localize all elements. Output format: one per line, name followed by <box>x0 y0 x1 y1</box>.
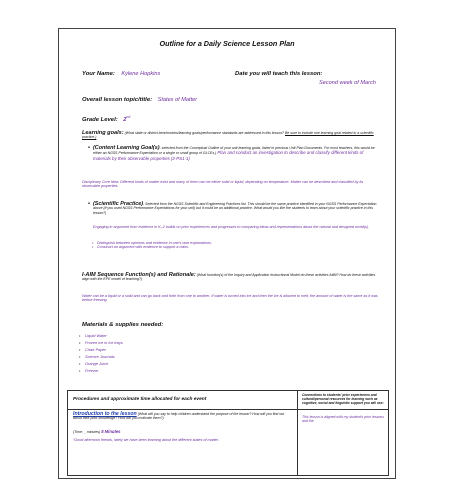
intro-block <box>73 412 293 421</box>
grade-row <box>82 114 130 124</box>
lesson-plan-page <box>58 28 396 479</box>
intro-desc: (What will you say to help children understand the purpose of the lesson? How will you find out about their prior knowledge? How will you motivate them?) <box>73 412 285 421</box>
connections-header: Connections to students' prior experiences and cultural/personal resources for learning such as cognitive, social and linguistic support you will use: <box>302 393 384 405</box>
date-value: Second week of March <box>319 80 376 86</box>
practice-bullet: • Construct an argument with evidence to support a claim. <box>97 245 381 249</box>
table-column-divider <box>297 391 298 475</box>
grade-label: Grade Level: <box>82 116 118 123</box>
practice-block <box>93 202 381 215</box>
intro-time <box>73 430 293 434</box>
intro-time-prefix: (Time: <box>73 430 84 434</box>
practice-desc: - Selected from the NGSS Scientific and Engineering Practices list. This should be the same practice identified in your NGSS Performance Expectation above (if you used NGSS Performance Expectations for your unit) but it could be an additional practice. What would you like the students to learn about your scientific practice in this lesson?) <box>93 202 377 215</box>
iaim-block <box>82 273 382 282</box>
goals-block <box>82 131 382 140</box>
content-goal-label: • (Content Learning Goal(s) <box>93 145 159 151</box>
table-header-divider <box>68 409 388 410</box>
procedures-header: Procedures and approximate time allocated for each event <box>73 397 207 402</box>
content-goal-code: (2-PS1-1) <box>170 155 190 161</box>
name-row <box>82 71 160 78</box>
materials-label: Materials & supplies needed: <box>82 322 164 328</box>
date-label: Date you will teach this lesson: <box>235 71 323 77</box>
material-item: • Freezer <box>85 368 98 373</box>
practice-value: Engaging in argument from evidence in K–2 builds on prior experiences and progresses to comparing ideas and representations about the natural and designed world(s). <box>93 225 370 229</box>
material-item: • Frozen ice in ice trays <box>85 340 123 345</box>
intro-time-mid: _ minutes) <box>83 430 101 434</box>
practice-bullet: • Distinguish between opinions and evidence in one's own explanations. <box>97 241 381 245</box>
goals-link: Be sure to include one learning goal related to a scientific practice.) <box>82 131 374 140</box>
procedures-table <box>67 390 389 476</box>
practice-bullets <box>97 241 381 250</box>
dci-text: Disciplinary Core Idea: Different kinds of matter exist and many of them can be either solid or liquid, depending on temperature. Matter can be described and classified by its observable properties. <box>82 180 364 189</box>
content-goal-value: Plan and conduct an investigation to describe and classify different kinds of materials by their observable properties <box>93 150 364 161</box>
goals-desc: (What state or district benchmarks/learning goals/performance standards are addressed in this lesson? <box>124 131 284 135</box>
content-goal-block <box>93 146 381 161</box>
page-title: Outline for a Daily Science Lesson Plan <box>159 39 295 48</box>
material-item: • Orange Juice <box>85 361 108 366</box>
topic-row <box>82 97 197 104</box>
intro-minutes: 5 Minutes <box>101 429 121 434</box>
goals-label: Learning goals: <box>82 130 124 136</box>
content-goal-desc: - selected from the Conceptual Outline of your unit learning goals, listed in previous Unit Plan Documents. For most teachers, this would be either an NGSS Performance Expectation or a single or small group of GLCEs.) <box>93 146 375 156</box>
iaim-desc: (What function(s) of the Inquiry and Application Instructional Model do these activities fulfill? How do these activities align with the EPE model of teaching?) <box>82 273 376 282</box>
material-item: • Science Journals <box>85 354 115 359</box>
grade-sup: nd <box>126 115 131 119</box>
iaim-value: Water can be a liquid or a solid and can go back and forth from one to another. If water is turned into ice and then the ice is allowed to melt, the amount of water is the same as it was before freezing. <box>82 294 378 303</box>
name-label: Your Name: <box>82 71 115 77</box>
material-item: • Liquid Water <box>85 333 107 338</box>
iaim-label: I-AIM Sequence Function(s) and Rationale: <box>82 272 196 278</box>
grade-value: 2 <box>123 116 127 123</box>
practice-label: • (Scientific Practice) <box>93 201 143 207</box>
intro-label: Introduction to the lesson <box>73 411 137 417</box>
name-value: Kylene Hopkins <box>121 71 161 77</box>
connections-text: This lesson is aligned with my student's prior lessons and the <box>302 415 384 424</box>
topic-value: States of Matter <box>157 97 198 103</box>
material-item: • Chart Paper <box>85 347 106 352</box>
topic-label: Overall lesson topic/title: <box>82 97 153 103</box>
intro-quote: "Good afternoon friends, lately we have been learning about the different states of matter. <box>73 438 219 442</box>
